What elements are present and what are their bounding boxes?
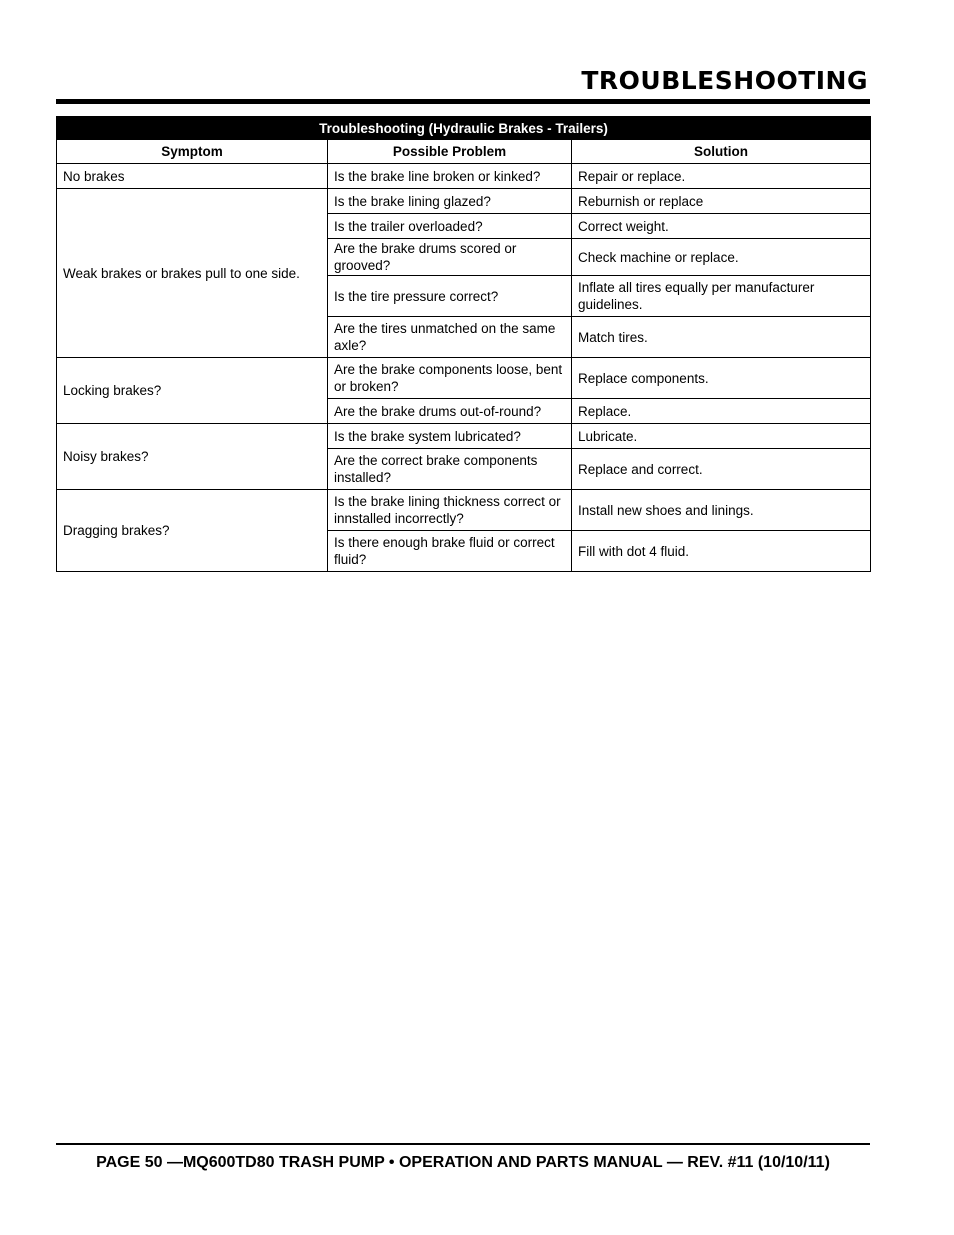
table-row [57, 490, 871, 531]
column-header-symptom: Symptom [57, 140, 328, 164]
solution-cell: Fill with dot 4 fluid. [572, 531, 871, 572]
problem-cell: Are the brake drums scored or grooved? [328, 239, 572, 276]
solution-cell: Repair or replace. [572, 164, 871, 189]
solution-cell: Replace and correct. [572, 449, 871, 490]
table-row [57, 358, 871, 399]
problem-cell: Are the brake components loose, bent or broken? [328, 358, 572, 399]
solution-cell: Replace components. [572, 358, 871, 399]
column-header-possible-problem: Possible Problem [328, 140, 572, 164]
problem-cell: Are the correct brake components installed? [328, 449, 572, 490]
problem-cell: Is the brake system lubricated? [328, 424, 572, 449]
solution-cell: Lubricate. [572, 424, 871, 449]
problem-cell: Is there enough brake fluid or correct fluid? [328, 531, 572, 572]
solution-cell: Replace. [572, 399, 871, 424]
solution-cell: Correct weight. [572, 214, 871, 239]
problem-cell: Is the brake line broken or kinked? [328, 164, 572, 189]
column-header-solution: Solution [572, 140, 871, 164]
problem-cell: Is the brake lining thickness correct or innstalled incorrectly? [328, 490, 572, 531]
footer-rule [56, 1143, 870, 1145]
solution-cell: Check machine or replace. [572, 239, 871, 276]
problem-cell: Is the brake lining glazed? [328, 189, 572, 214]
page-footer: PAGE 50 —MQ600TD80 TRASH PUMP • OPERATION AND PARTS MANUAL — REV. #11 (10/10/11) [96, 1154, 830, 1171]
title-rule [56, 99, 870, 104]
troubleshooting-table [56, 116, 871, 572]
table-row [57, 424, 871, 449]
problem-cell: Are the tires unmatched on the same axle? [328, 317, 572, 358]
symptom-cell: No brakes [57, 164, 328, 189]
page-title: TROUBLESHOOTING [581, 66, 868, 95]
table-row [57, 189, 871, 214]
symptom-cell: Dragging brakes? [57, 490, 328, 572]
solution-cell: Install new shoes and linings. [572, 490, 871, 531]
symptom-cell: Weak brakes or brakes pull to one side. [57, 189, 328, 358]
problem-cell: Is the tire pressure correct? [328, 276, 572, 317]
problem-cell: Are the brake drums out-of-round? [328, 399, 572, 424]
solution-cell: Reburnish or replace [572, 189, 871, 214]
problem-cell: Is the trailer overloaded? [328, 214, 572, 239]
solution-cell: Match tires. [572, 317, 871, 358]
symptom-cell: Noisy brakes? [57, 424, 328, 490]
symptom-cell: Locking brakes? [57, 358, 328, 424]
solution-cell: Inflate all tires equally per manufacturer guidelines. [572, 276, 871, 317]
table-caption: Troubleshooting (Hydraulic Brakes - Trailers) [57, 117, 871, 140]
table-row [57, 164, 871, 189]
